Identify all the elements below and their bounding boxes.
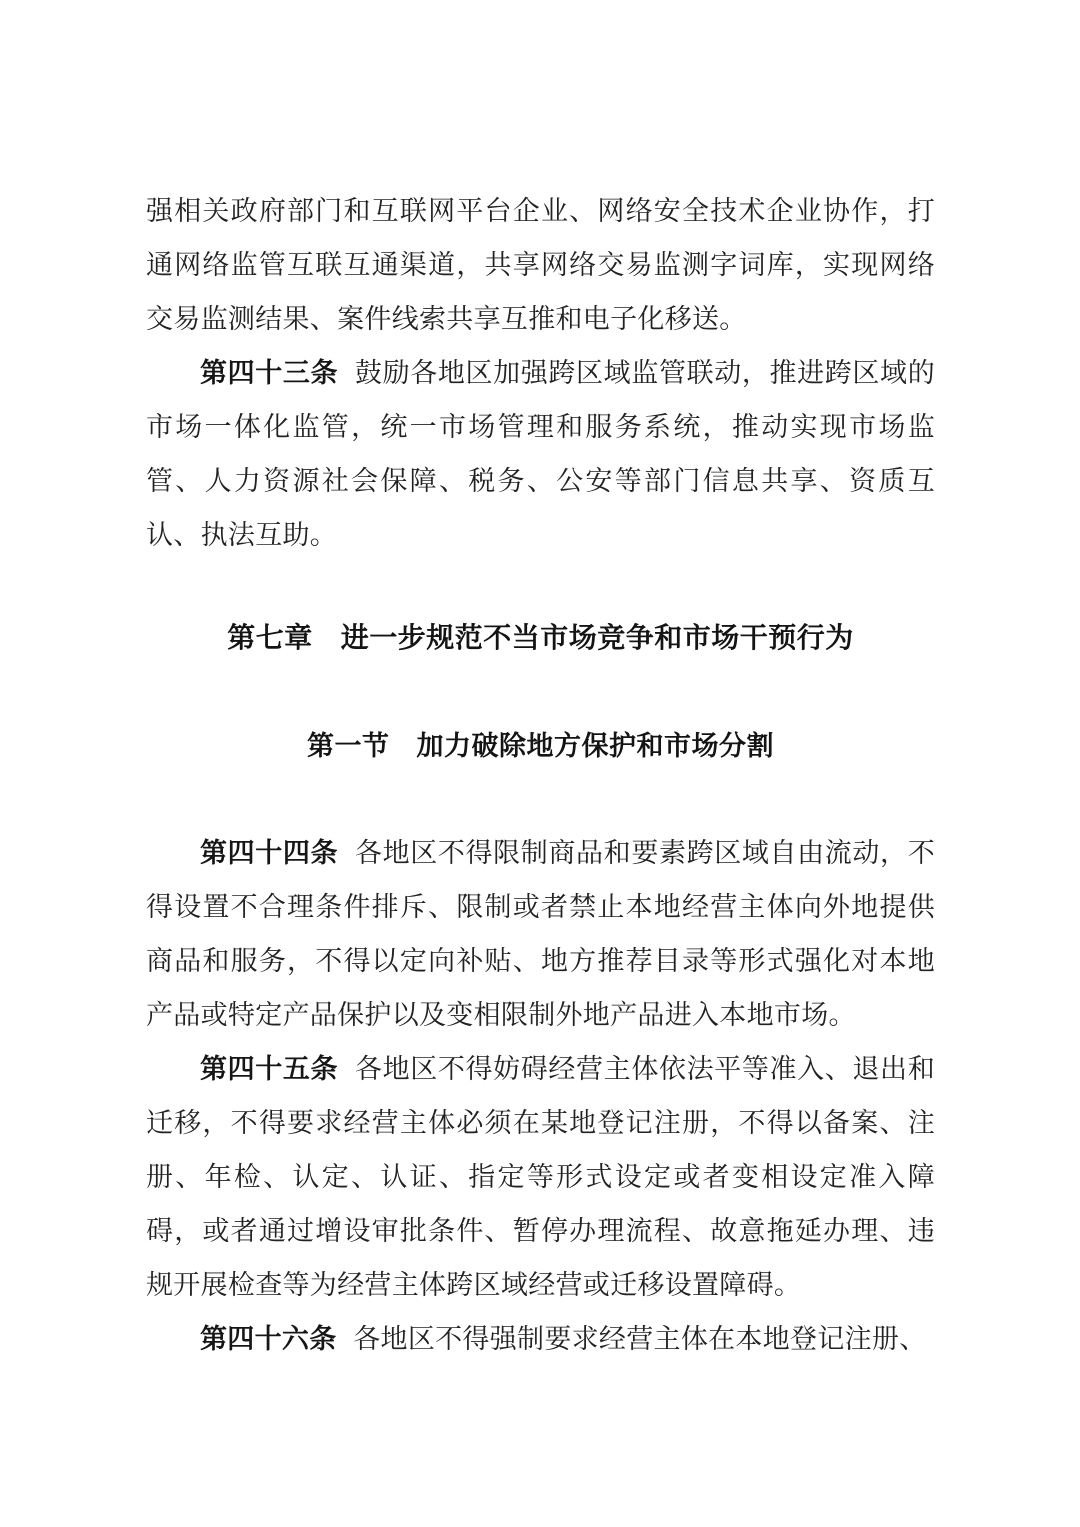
- article-45-paragraph: [146, 1042, 935, 1312]
- section-number: 第一节: [307, 731, 390, 761]
- article-46-number: 第四十六条: [200, 1324, 337, 1354]
- article-45-number: 第四十五条: [200, 1054, 339, 1084]
- section-heading: [146, 719, 935, 773]
- chapter-heading: [146, 612, 935, 666]
- article-44-paragraph: [146, 826, 935, 1042]
- article-45-text: 各地区不得妨碍经营主体依法平等准入、退出和迁移，不得要求经营主体必须在某地登记注册，不得以备案、注册、年检、认定、认证、指定等形式设定或者变相设定准入障碍，或者通过增设审批条件、暂停办理流程、故意拖延办理、违规开展检查等为经营主体跨区域经营或迁移设置障碍。: [146, 1054, 935, 1300]
- continuation-paragraph: 强相关政府部门和互联网平台企业、网络安全技术企业协作，打通网络监管互联互通渠道，共享网络交易监测字词库，实现网络交易监测结果、案件线索共享互推和电子化移送。: [146, 196, 935, 334]
- article-43-paragraph: [146, 346, 935, 562]
- article-46-paragraph: [146, 1312, 935, 1366]
- article-44-number: 第四十四条: [200, 838, 339, 868]
- article-46-text: 各地区不得强制要求经营主体在本地登记注册、: [353, 1324, 927, 1354]
- article-43-number: 第四十三条: [200, 358, 339, 388]
- chapter-number: 第七章: [227, 623, 313, 654]
- section-title: 加力破除地方保护和市场分割: [416, 731, 774, 761]
- article-44-text: 各地区不得限制商品和要素跨区域自由流动，不得设置不合理条件排斥、限制或者禁止本地经营主体向外地提供商品和服务，不得以定向补贴、地方推荐目录等形式强化对本地产品或特定产品保护以及变相限制外地产品进入本地市场。: [146, 838, 935, 1030]
- article-43-text: 鼓励各地区加强跨区域监管联动，推进跨区域的市场一体化监管，统一市场管理和服务系统，推动实现市场监管、人力资源社会保障、税务、公安等部门信息共享、资质互认、执法互助。: [146, 358, 935, 550]
- chapter-title: 进一步规范不当市场竞争和市场干预行为: [340, 623, 854, 654]
